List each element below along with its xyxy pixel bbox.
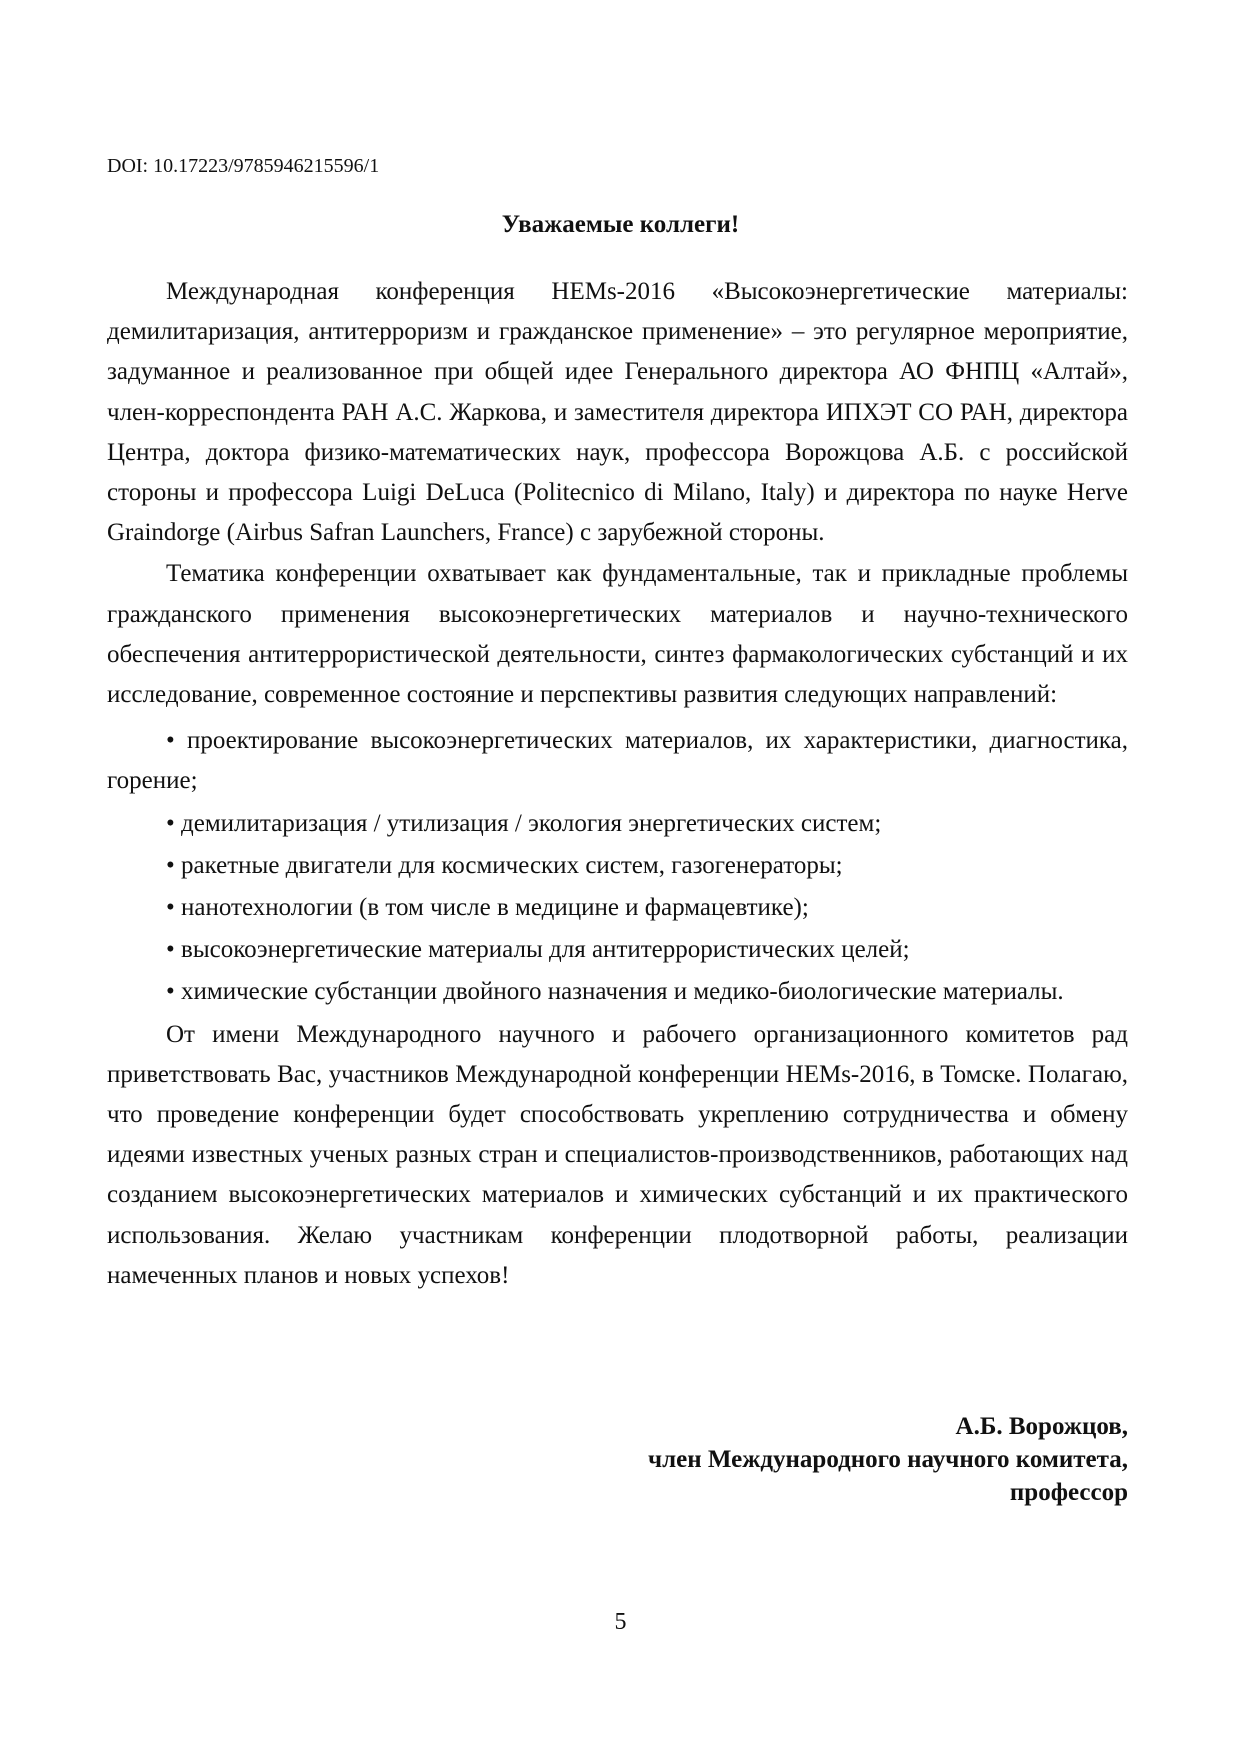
letter-body [107, 272, 1128, 1296]
signature-block [648, 1410, 1128, 1509]
paragraph-intro: Международная конференция HEMs-2016 «Высокоэнергетические материалы: демилитаризация, антитерроризм и гражданское применение» – это регулярное мероприятие, задуманное и реализованное при общей идее Генерального директора АО ФНПЦ «Алтай», член-корреспондента РАН А.С. Жаркова, и заместителя директора ИПХЭТ СО РАН, директора Центра, доктора физико-математических наук, профессора Ворожцова А.Б. с российской стороны и профессора Luigi DeLuca (Politecnico di Milano, Italy) и директора по науке Herve Graindorge (Airbus Safran Launchers, France) с зарубежной стороны. [107, 278, 1128, 547]
doi-line: DOI: 10.17223/9785946215596/1 [107, 155, 380, 177]
topics-list [107, 721, 1128, 1012]
signature-role: член Международного научного комитета, [648, 1446, 1128, 1473]
signature-name: А.Б. Ворожцов, [955, 1413, 1128, 1440]
signature-title: профессор [1009, 1479, 1128, 1506]
page-title: Уважаемые коллеги! [501, 211, 740, 238]
list-item: • высокоэнергетические материалы для антитеррористических целей; [107, 930, 1128, 970]
list-item: • ракетные двигатели для космических систем, газогенераторы; [107, 846, 1128, 886]
page-number: 5 [614, 1609, 627, 1635]
list-item: • химические субстанции двойного назначения и медико-биологические материалы. [107, 972, 1128, 1012]
list-item: • демилитаризация / утилизация / экология энергетических систем; [107, 804, 1128, 844]
paragraph-greeting: От имени Международного научного и рабочего организационного комитетов рад приветствовать Вас, участников Международной конференции HEMs-2016, в Томске. Полагаю, что проведение конференции будет способствовать укреплению сотрудничества и обмену идеями известных ученых разных стран и специалистов-производственников, работающих над созданием высокоэнергетических материалов и химических субстанций и их практического использования. Желаю участникам конференции плодотворной работы, реализации намеченных планов и новых успехов! [107, 1020, 1128, 1289]
paragraph-topics: Тематика конференции охватывает как фундаментальные, так и прикладные проблемы гражданского применения высокоэнергетических материалов и научно-технического обеспечения антитеррористической деятельности, синтез фармакологических субстанций и их исследование, современное состояние и перспективы развития следующих направлений: [107, 560, 1128, 709]
list-item: • нанотехнологии (в том числе в медицине и фармацевтике); [107, 888, 1128, 928]
list-item: • проектирование высокоэнергетических материалов, их характеристики, диагностика, горение; [107, 721, 1128, 801]
